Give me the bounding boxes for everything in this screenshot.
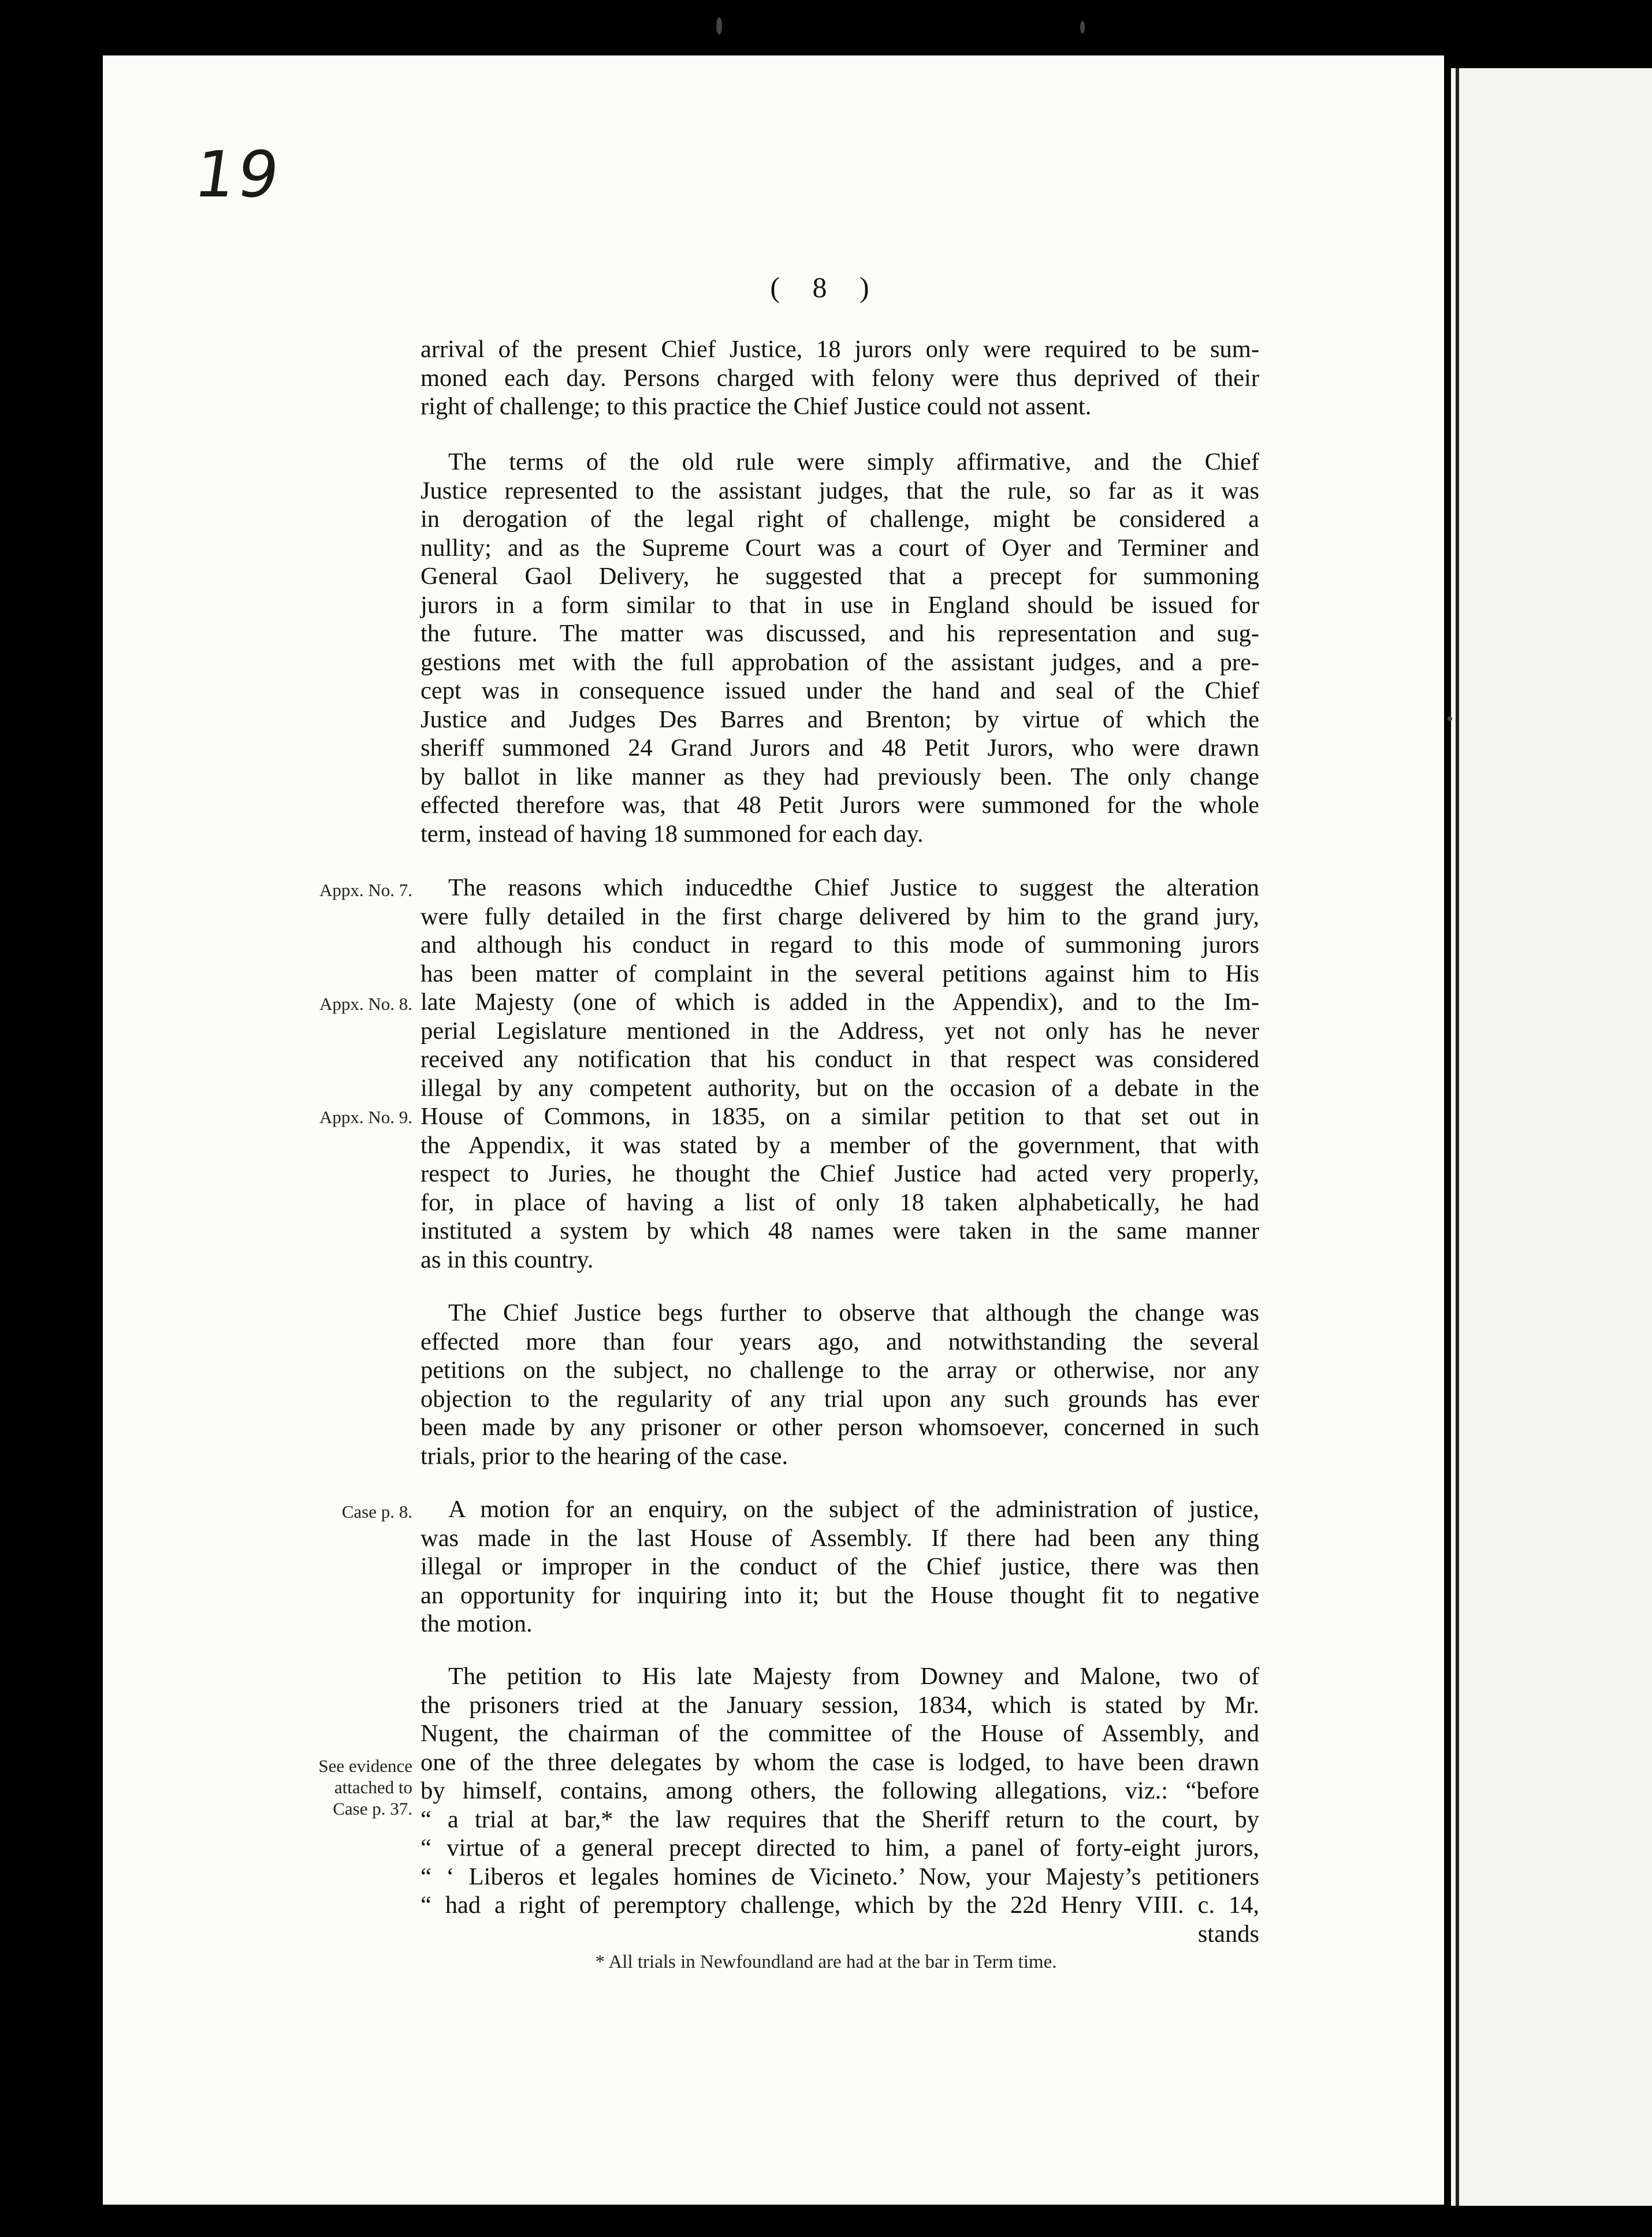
text-line: and although his conduct in regard to this mode of summoning jurors <box>421 931 1259 958</box>
text-line: has been matter of complaint in the several petitions against him to His <box>421 960 1259 987</box>
text-line: The terms of the old rule were simply affirmative, and the Chief <box>448 448 1259 475</box>
margin-note-see-evidence: See evidence attached to Case p. 37. <box>318 1756 412 1819</box>
paragraph-1 <box>421 335 1259 421</box>
text-line: by ballot in like manner as they had previously been. The only change <box>421 763 1259 790</box>
scan-speck <box>1080 21 1085 34</box>
text-line: the motion. <box>421 1610 533 1637</box>
text-line: in derogation of the legal right of challenge, might be considered a <box>421 506 1259 533</box>
text-line: term, instead of having 18 summoned for each day. <box>421 820 924 848</box>
text-line: the Appendix, it was stated by a member of the government, that with <box>421 1131 1259 1159</box>
text-line: gestions met with the full approbation of the assistant judges, and a pre- <box>421 648 1259 676</box>
page-gutter-shadow <box>1456 68 1459 2206</box>
text-line: sheriff summoned 24 Grand Jurors and 48 Petit Jurors, who were drawn <box>421 734 1259 761</box>
text-line: the future. The matter was discussed, and his representation and sug- <box>421 620 1259 647</box>
paragraph-4 <box>421 1299 1259 1470</box>
text-line: arrival of the present Chief Justice, 18 jurors only were required to be sum- <box>421 336 1259 363</box>
text-line: moned each day. Persons charged with felony were thus deprived of their <box>421 364 1259 392</box>
text-line: for, in place of having a list of only 18 taken alphabetically, he had <box>421 1188 1259 1216</box>
text-line: late Majesty (one of which is added in the Appendix), and to the Im- <box>421 989 1259 1016</box>
text-line: Nugent, the chairman of the committee of the House of Assembly, and <box>421 1720 1259 1747</box>
handwritten-folio-number: 19 <box>190 138 286 211</box>
text-line: A motion for an enquiry, on the subject of the administration of justice, <box>448 1496 1259 1523</box>
text-line: nullity; and as the Supreme Court was a court of Oyer and Terminer and <box>421 534 1259 562</box>
paragraph-2 <box>421 448 1259 848</box>
text-line: jurors in a form similar to that in use in England should be issued for <box>421 591 1259 619</box>
text-line: was made in the last House of Assembly. If there had been any thing <box>421 1524 1259 1552</box>
text-line: Justice represented to the assistant judges, that the rule, so far as it was <box>421 477 1259 504</box>
page-number: ( 8 ) <box>770 271 882 303</box>
text-line: The reasons which inducedthe Chief Justice to suggest the alteration <box>448 874 1259 901</box>
scan-speck <box>716 17 722 35</box>
paragraph-5 <box>421 1495 1259 1638</box>
text-line: an opportunity for inquiring into it; but the House thought fit to negative <box>421 1581 1259 1609</box>
margin-note-case-8: Case p. 8. <box>341 1502 412 1522</box>
text-line: instituted a system by which 48 names were taken in the same manner <box>421 1217 1259 1244</box>
footnote: * All trials in Newfoundland are had at the bar in Term time. <box>595 1952 1057 1972</box>
paragraph-3 <box>421 874 1259 1274</box>
adjacent-page-edge <box>1451 68 1652 2206</box>
text-line: The petition to His late Majesty from Downey and Malone, two of <box>448 1663 1259 1690</box>
catchword: stands <box>1197 1920 1259 1948</box>
text-line: the prisoners tried at the January session, 1834, which is stated by Mr. <box>421 1691 1259 1719</box>
margin-note-appx-8: Appx. No. 8. <box>319 994 412 1014</box>
text-line: effected more than four years ago, and notwithstanding the several <box>421 1328 1259 1355</box>
text-line: were fully detailed in the first charge delivered by him to the grand jury, <box>421 902 1259 930</box>
text-line: perial Legislature mentioned in the Address, yet not only has he never <box>421 1017 1259 1045</box>
text-line: trials, prior to the hearing of the case. <box>421 1442 788 1470</box>
text-line: by himself, contains, among others, the following allegations, viz.: “before <box>421 1777 1259 1804</box>
text-line: General Gaol Delivery, he suggested that a precept for summoning <box>421 563 1259 590</box>
text-line: Justice and Judges Des Barres and Brenton; by virtue of which the <box>421 705 1259 733</box>
text-line: cept was in consequence issued under the hand and seal of the Chief <box>421 677 1259 704</box>
text-line: objection to the regularity of any trial upon any such grounds has ever <box>421 1385 1259 1413</box>
text-line: respect to Juries, he thought the Chief Justice had acted very properly, <box>421 1160 1259 1187</box>
text-line: illegal or improper in the conduct of the Chief justice, there was then <box>421 1553 1259 1580</box>
text-line: petitions on the subject, no challenge to the array or otherwise, nor any <box>421 1357 1259 1384</box>
paragraph-6 <box>421 1662 1259 1948</box>
text-line: received any notification that his conduct in that respect was considered <box>421 1046 1259 1073</box>
text-line: right of challenge; to this practice the Chief Justice could not assent. <box>421 393 1092 420</box>
text-line: been made by any prisoner or other person whomsoever, concerned in such <box>421 1414 1259 1441</box>
scan-speck <box>1448 716 1452 721</box>
margin-note-appx-7: Appx. No. 7. <box>319 880 412 900</box>
text-line: “ virtue of a general precept directed to him, a panel of forty-eight jurors, <box>421 1834 1259 1861</box>
text-line: one of the three delegates by whom the case is lodged, to have been drawn <box>421 1748 1259 1776</box>
text-line: illegal by any competent authority, but on the occasion of a debate in the <box>421 1074 1259 1102</box>
text-line: “ had a right of peremptory challenge, which by the 22d Henry VIII. c. 14, <box>421 1892 1259 1919</box>
text-line: “ ‘ Liberos et legales homines de Vicineto.’ Now, your Majesty’s petitioners <box>421 1863 1259 1890</box>
text-line: “ a trial at bar,* the law requires that the Sheriff return to the court, by <box>421 1805 1259 1833</box>
text-line: as in this country. <box>421 1246 594 1273</box>
text-line: House of Commons, in 1835, on a similar petition to that set out in <box>421 1103 1259 1130</box>
text-line: effected therefore was, that 48 Petit Jurors were summoned for the whole <box>421 792 1259 819</box>
margin-note-appx-9: Appx. No. 9. <box>319 1107 412 1127</box>
text-line: The Chief Justice begs further to observe that although the change was <box>448 1299 1259 1326</box>
